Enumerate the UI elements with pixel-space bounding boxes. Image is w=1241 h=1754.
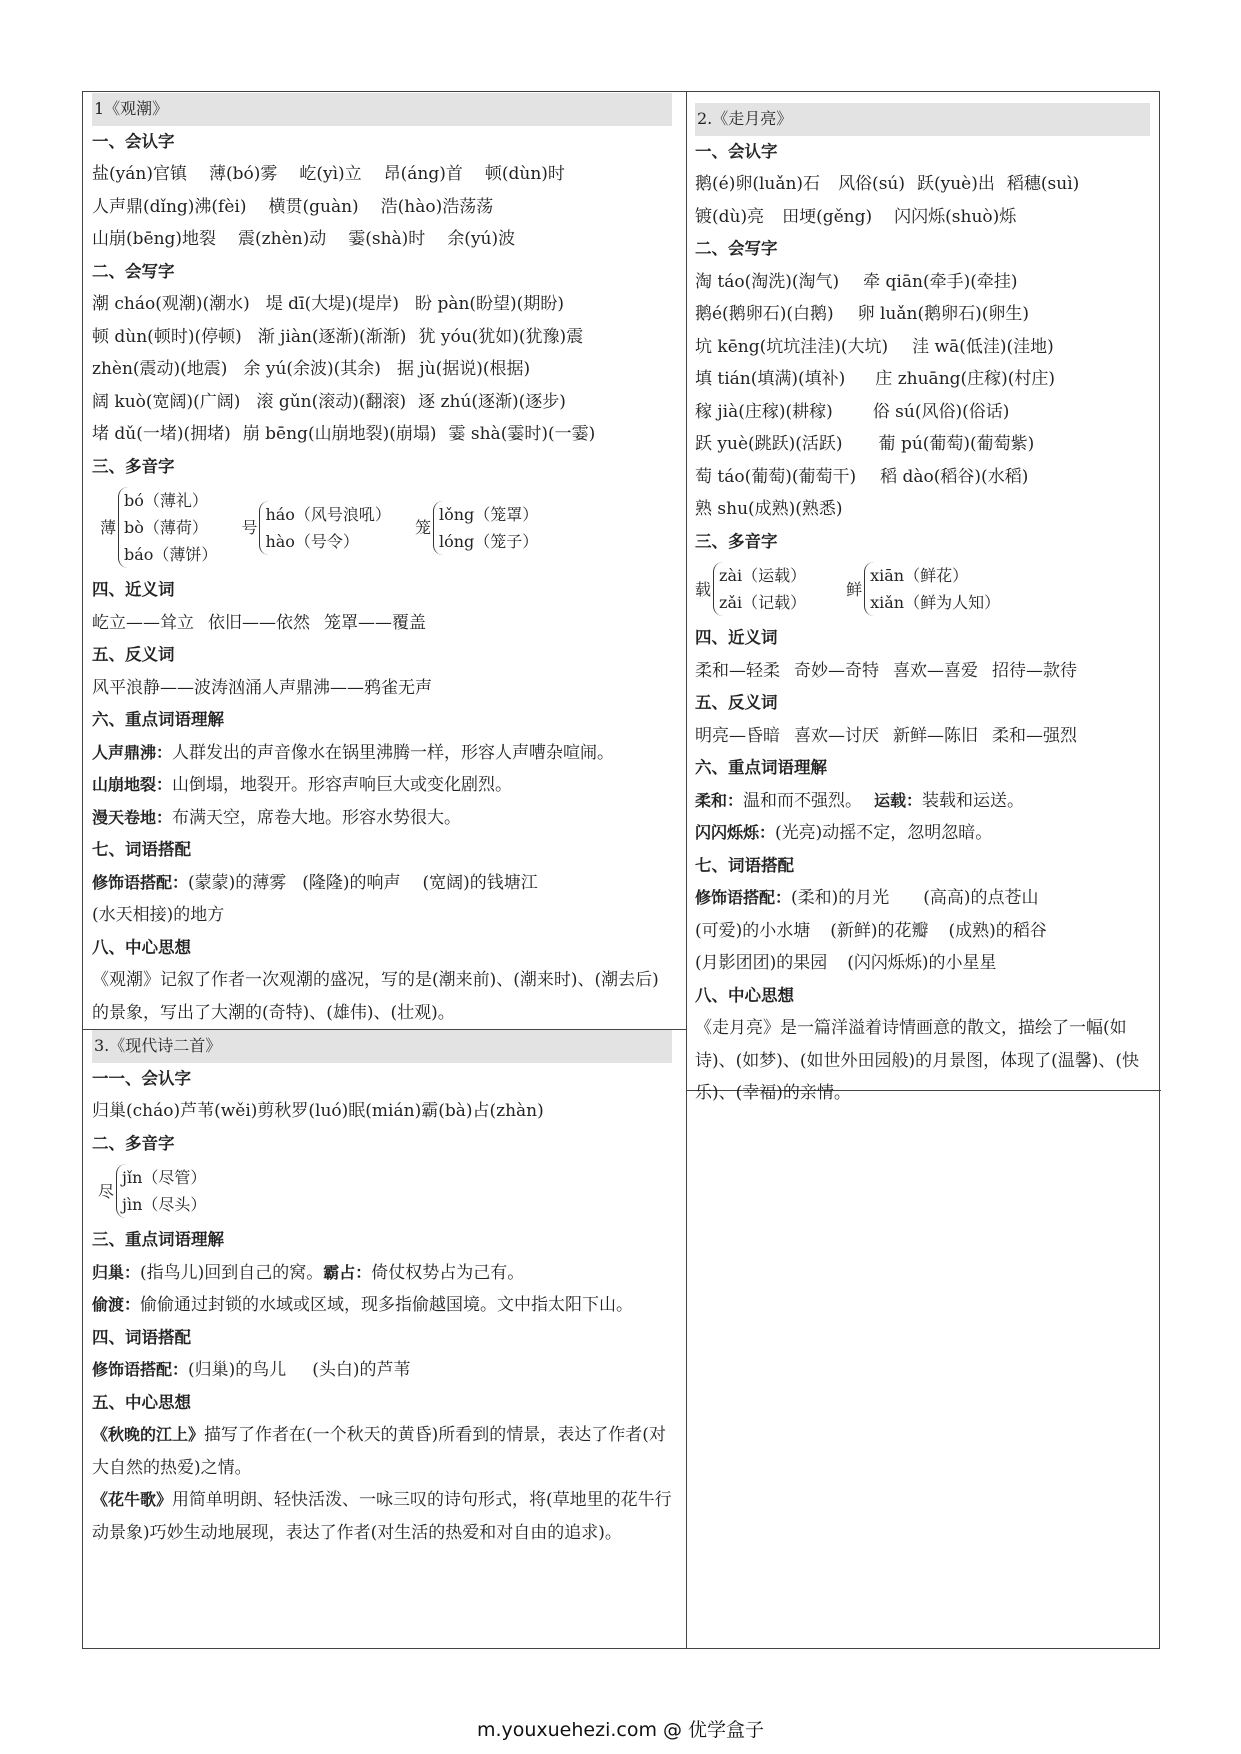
section-heading: 七、词语搭配 — [92, 840, 191, 859]
collocation: 修饰语搭配：(归巢)的鸟儿 (头白)的芦苇 — [92, 1360, 411, 1380]
section-heading: 三、重点词语理解 — [92, 1230, 224, 1249]
section-heading: 三、多音字 — [695, 531, 778, 551]
central-idea: 《走月亮》是一篇洋溢着诗情画意的散文，描绘了一幅(如诗)、(如梦)、(如世外田园般)的月景图，体现了(温馨)、(快乐)、(幸福)的亲情。 — [695, 1018, 1140, 1103]
collocation: 修饰语搭配：(蒙蒙)的薄雾 (隆隆)的响声 (宽阔)的钱塘江 — [92, 872, 538, 893]
word-line: 潮 cháo(观潮)(潮水) 堤 dī(大堤)(堤岸) 盼 pàn(盼望)(期盼) — [92, 294, 564, 314]
section-heading: 五、反义词 — [695, 693, 778, 712]
section-heading: 四、词语搭配 — [92, 1327, 191, 1347]
polyphone-group: 载 zài（运载） zǎi（记载） 鲜 xiān（鲜花） xiǎn（鲜为人知） — [695, 562, 1150, 616]
word-line: 跃 yuè(跳跃)(活跃) 葡 pú(葡萄)(葡萄紫) — [695, 434, 1035, 454]
word-line: 屹立——耸立 依旧——依然 笼罩——覆盖 — [92, 612, 426, 633]
lesson-guanchao — [92, 93, 672, 1029]
word-line: 鹅é(鹅卵石)(白鹅) 卵 luǎn(鹅卵石)(卵生) — [695, 304, 1029, 324]
word-line: 鹅(é)卵(luǎn)石 风俗(sú) 跃(yuè)出 稻穗(suì) — [695, 174, 1080, 194]
lesson-title: 2.《走月亮》 — [695, 103, 1150, 136]
section-heading: 二、会写字 — [695, 239, 778, 258]
word-line: 熟 shu(成熟)(熟悉) — [695, 499, 843, 519]
definition: 柔和：温和而不强烈。 运载：装载和运送。 — [695, 790, 1025, 811]
section-heading: 七、词语搭配 — [695, 855, 794, 875]
definition: 归巢：(指鸟儿)回到自己的窝。霸占：倚仗权势占为己有。 — [92, 1262, 525, 1283]
central-idea: 《观潮》记叙了作者一次观潮的盛况，写的是(潮来前)、(潮来时)、(潮去后)的景象，写出了大潮的(奇特)、(雄伟)、(壮观)。 — [92, 970, 659, 1023]
definition: 漫天卷地：布满天空，席卷大地。形容水势很大。 — [92, 807, 462, 828]
word-line: 风平浪静——波涛汹涌人声鼎沸——鸦雀无声 — [92, 677, 432, 698]
definition: 偷渡：偷偷通过封锁的水域或区域，现多指偷越国境。文中指太阳下山。 — [92, 1295, 634, 1315]
collocation: 修饰语搭配：(柔和)的月光 (高高)的点苍山 — [695, 888, 1039, 908]
collocation: (可爱)的小水塘 (新鲜)的花瓣 (成熟)的稻谷 — [695, 920, 1047, 941]
section-heading: 八、中心思想 — [92, 937, 191, 957]
section-heading: 五、中心思想 — [92, 1392, 191, 1412]
polyphone-group: 薄 bó（薄礼） bò（薄荷） báo（薄饼） 号 háo（风号浪吼） hào（号令） 笼 lǒng（笼罩） lóng（笼子） — [100, 487, 672, 568]
word-line: 明亮—昏暗 喜欢—讨厌 新鲜—陈旧 柔和—强烈 — [695, 725, 1077, 746]
word-line: 萄 táo(葡萄)(葡萄干) 稻 dào(稻谷)(水稻) — [695, 466, 1029, 487]
word-line: 堵 dǔ(一堵)(拥堵) 崩 bēng(山崩地裂)(崩塌) 霎 shà(霎时)(一霎) — [92, 424, 596, 444]
lesson-title: 1《观潮》 — [92, 93, 672, 126]
section-heading: 四、近义词 — [92, 580, 175, 599]
definition: 人声鼎沸：人群发出的声音像水在锅里沸腾一样，形容人声嘈杂喧闹。 — [92, 742, 615, 763]
word-line: 人声鼎(dǐng)沸(fèi) 横贯(guàn) 浩(hào)浩荡荡 — [92, 196, 494, 217]
definition: 闪闪烁烁：(光亮)动摇不定，忽明忽暗。 — [695, 823, 993, 843]
section-heading: 五、反义词 — [92, 645, 175, 664]
word-line: 盐(yán)官镇 薄(bó)雾 屹(yì)立 昂(áng)首 顿(dùn)时 — [92, 164, 565, 184]
polyphone-group: 尽 jǐn（尽管） jìn（尽头） — [98, 1164, 672, 1218]
word-line: zhèn(震动)(地震) 余 yú(余波)(其余) 据 jù(据说)(根据) — [92, 359, 531, 379]
word-line: 归巢(cháo)芦苇(wěi)剪秋罗(luó)眠(mián)霸(bà)占(zhàn) — [92, 1101, 544, 1121]
section-heading: 二、会写字 — [92, 261, 175, 281]
collocation: (水天相接)的地方 — [92, 905, 225, 925]
word-line: 淘 táo(淘洗)(淘气) 牵 qiān(牵手)(牵挂) — [695, 271, 1018, 292]
section-heading: 八、中心思想 — [695, 985, 794, 1005]
central-idea: 《秋晚的江上》描写了作者在(一个秋天的黄昏)所看到的情景，表达了作者(对大自然的热爱)之情。 — [92, 1425, 666, 1478]
section-heading: 一、会认字 — [92, 131, 175, 151]
word-line: 坑 kēng(坑坑洼洼)(大坑) 洼 wā(低洼)(洼地) — [695, 336, 1054, 357]
word-line: 顿 dùn(顿时)(停顿) 渐 jiàn(逐渐)(渐渐) 犹 yóu(犹如)(犹豫)震 — [92, 326, 584, 347]
central-idea: 《花牛歌》用简单明朗、轻快活泼、一咏三叹的诗句形式，将(草地里的花牛行动景象)巧妙生动地展现，表达了作者(对生活的热爱和对自由的追求)。 — [92, 1490, 672, 1543]
column-divider — [686, 92, 687, 1648]
word-line: 山崩(bēng)地裂 震(zhèn)动 霎(shà)时 余(yú)波 — [92, 229, 516, 249]
word-line: 稼 jià(庄稼)(耕稼) 俗 sú(风俗)(俗话) — [695, 401, 1010, 422]
collocation: (月影团团)的果园 (闪闪烁烁)的小星星 — [695, 953, 997, 973]
section-heading: 六、重点词语理解 — [92, 710, 224, 729]
lesson-modern-poems — [92, 1030, 672, 1549]
footer-watermark: m.youxuehezi.com @ 优学盒子 — [476, 1719, 765, 1741]
definition: 山崩地裂：山倒塌，地裂开。形容声响巨大或变化剧烈。 — [92, 775, 513, 795]
section-heading: 一、会认字 — [695, 141, 778, 161]
lesson-title: 3.《现代诗二首》 — [92, 1030, 672, 1063]
word-line: 柔和—轻柔 奇妙—奇特 喜欢—喜爱 招待—款待 — [695, 660, 1077, 681]
section-heading: 四、近义词 — [695, 628, 778, 647]
lesson-zouyueliang — [695, 103, 1150, 1110]
section-heading: 一一、会认字 — [92, 1068, 191, 1088]
word-line: 填 tián(填满)(填补) 庄 zhuāng(庄稼)(村庄) — [695, 369, 1056, 389]
section-heading: 三、多音字 — [92, 456, 175, 476]
word-line: 阔 kuò(宽阔)(广阔) 滚 gǔn(滚动)(翻滚) 逐 zhú(逐渐)(逐步) — [92, 391, 566, 412]
section-heading: 六、重点词语理解 — [695, 758, 827, 777]
word-line: 镀(dù)亮 田埂(gěng) 闪闪烁(shuò)烁 — [695, 206, 1017, 227]
section-heading: 二、多音字 — [92, 1133, 175, 1153]
